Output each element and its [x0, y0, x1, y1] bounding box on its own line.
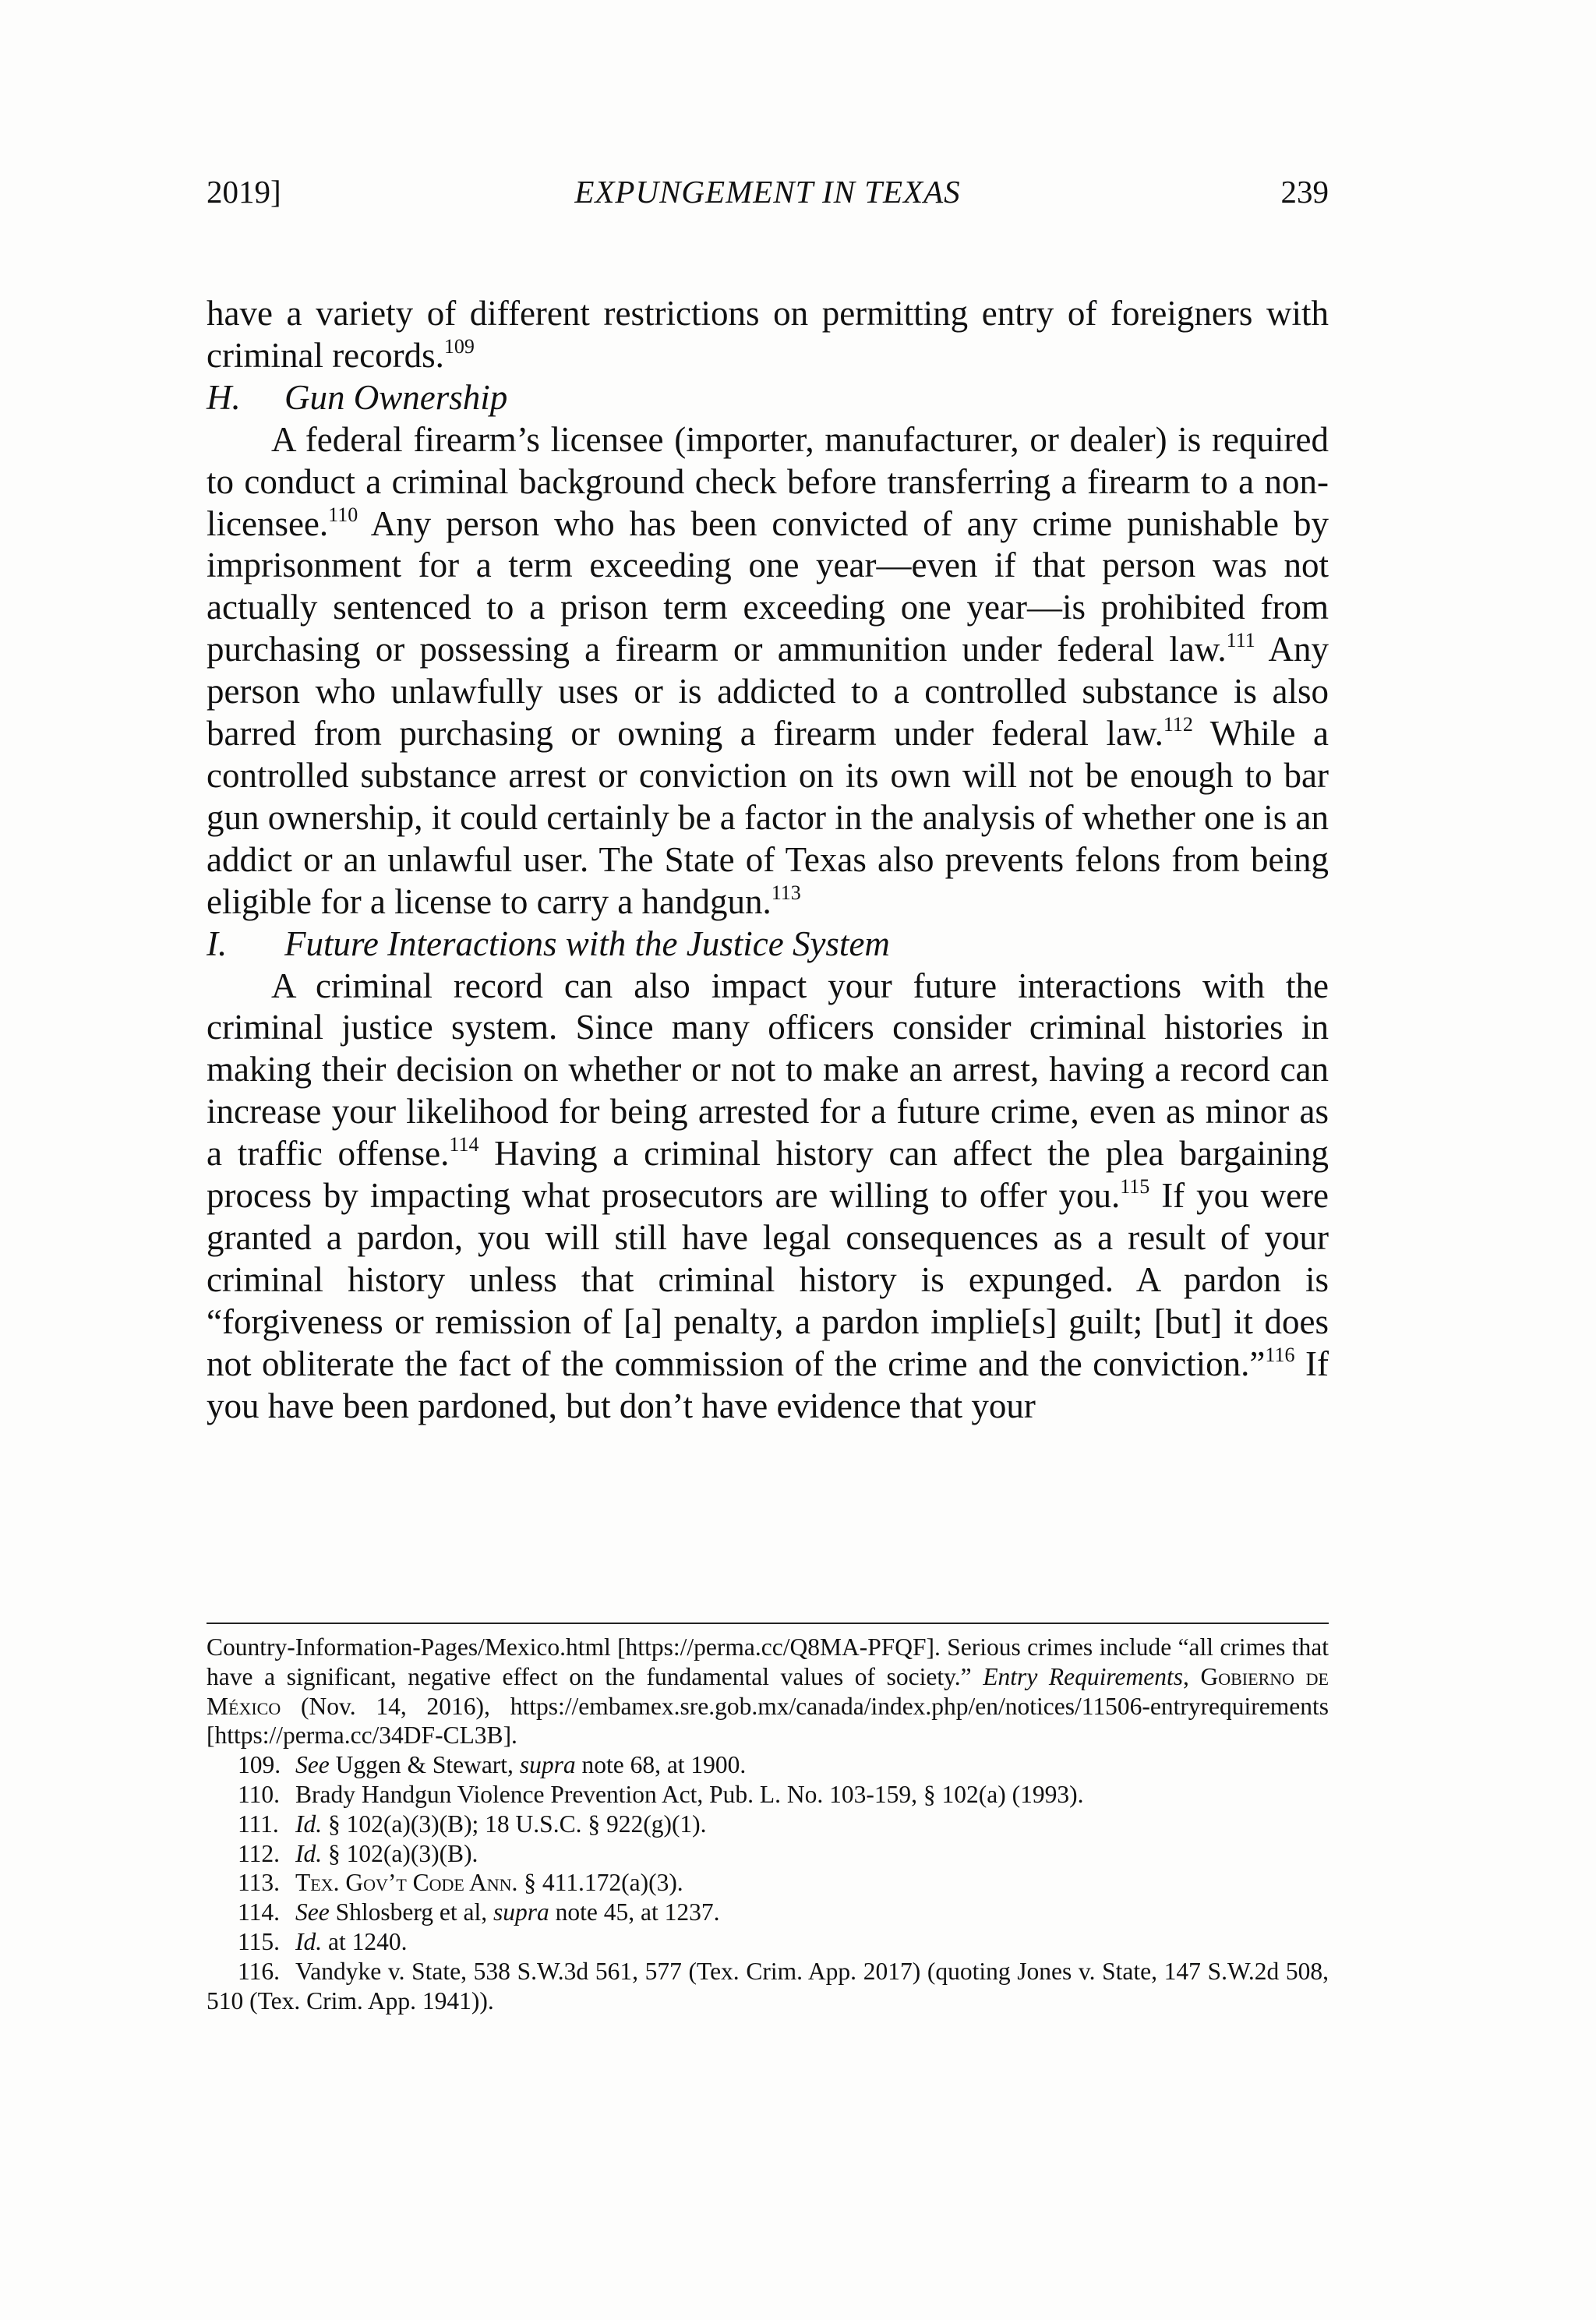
section-letter: I. [207, 923, 228, 963]
header-title: EXPUNGEMENT IN TEXAS [574, 174, 961, 210]
footnote-111: 111. Id. § 102(a)(3)(B); 18 U.S.C. § 922(g)(1). [238, 1810, 707, 1838]
paragraph-justice-system: A criminal record can also impact your future interactions with the criminal justice system. Since many officers consider criminal histories in making their decision on whether or not to make an arrest, having a record can increase your likelihood for being arrested for a future crime, even as minor as a traffic offense.$^{114}$ Having a criminal history can affect the plea bargaining process by impacting what prosecutors are willing to offer you.$^{115}$ If you were granted a pardon, you will still have legal consequences as a result of your criminal history unless that criminal history is expunged. A pardon is “forgiveness or remission of [a] penalty, a pardon implie[s] guilt; [but] it does not obliterate the fact of the commission of the crime and the conviction.”$^{116}$ If you have been pardoned, but don’t have evidence that your [207, 966, 1329, 1425]
footnote-divider [207, 1623, 1329, 1624]
footnote-112: 112. Id. § 102(a)(3)(B). [238, 1839, 478, 1867]
paragraph-gun-ownership: A federal firearm’s licensee (importer, manufacturer, or dealer) is required to conduct a criminal background check before transferring a firearm to a non-licensee.$^{110}$ Any person who has been convicted of any crime punishable by imprisonment for a term exceeding one year—even if that person was not actually sentenced to a prison term exceeding one year—is prohibited from purchasing or possessing a firearm or ammunition under federal law.$^{111}$ Any person who unlawfully uses or is addicted to a controlled substance is also barred from purchasing or owning a firearm under federal law.$^{112}$ While a controlled substance arrest or conviction on its own will not be enough to bar gun ownership, it could certainly be a factor in the analysis of whether one is an addict or an unlawful user. The State of Texas also prevents felons from being eligible for a license to carry a handgun.$^{113}$ [207, 419, 1329, 921]
footnote-ref-111[interactable]: 111 [1226, 629, 1255, 652]
header-year: 2019] [207, 174, 281, 210]
footnote-116: 116. Vandyke v. State, 538 S.W.3d 561, 577 (Tex. Crim. App. 2017) (quoting Jones v. State, 147 S.W.2d 508, 510 (Tex. Crim. App. 1941)). [207, 1957, 1329, 2015]
footnote-115: 115. Id. at 1240. [238, 1927, 408, 1955]
footnote-114: 114. See Shlosberg et al, supra note 45, at 1237. [238, 1898, 720, 1926]
footnote-ref-116[interactable]: 116 [1265, 1343, 1295, 1366]
footnote-ref-109[interactable]: 109 [443, 334, 475, 358]
body-text [207, 293, 1329, 1427]
footnote-113: 113. Tex. Gov’t Code Ann. § 411.172(a)(3). [238, 1869, 683, 1897]
footnote-ref-115[interactable]: 115 [1120, 1175, 1150, 1199]
footnote-ref-113[interactable]: 113 [771, 881, 801, 904]
paragraph-continuation: have a variety of different restrictions on permitting entry of foreigners with criminal records.$^{109}$ [207, 294, 1329, 375]
running-header [207, 173, 1329, 220]
section-heading-h [207, 377, 1329, 419]
footnote-continuation: Country-Information-Pages/Mexico.html [https://perma.cc/Q8MA-PFQF]. Serious crimes include “all crimes that have a significant, negative effect on the fundamental values of society.” Entry Requirements, Gobierno de México (Nov. 14, 2016), https://embamex.sre.gob.mx/canada/index.php/en/notices/11506-entryrequirements [https://perma.cc/34DF-CL3B]. [207, 1633, 1329, 1750]
footnotes [207, 1633, 1329, 2015]
section-heading-i [207, 923, 1329, 966]
section-title: Gun Ownership [284, 377, 508, 417]
page-number: 239 [1280, 174, 1329, 210]
section-title: Future Interactions with the Justice System [284, 923, 890, 963]
footnote-ref-112[interactable]: 112 [1163, 713, 1193, 736]
footnote-109: 109. See Uggen & Stewart, supra note 68, at 1900. [238, 1751, 747, 1779]
footnote-ref-114[interactable]: 114 [449, 1133, 479, 1156]
footnote-110: 110. Brady Handgun Violence Prevention Act, Pub. L. No. 103-159, § 102(a) (1993). [238, 1780, 1084, 1808]
section-letter: H. [207, 377, 241, 417]
footnote-ref-110[interactable]: 110 [328, 503, 358, 526]
